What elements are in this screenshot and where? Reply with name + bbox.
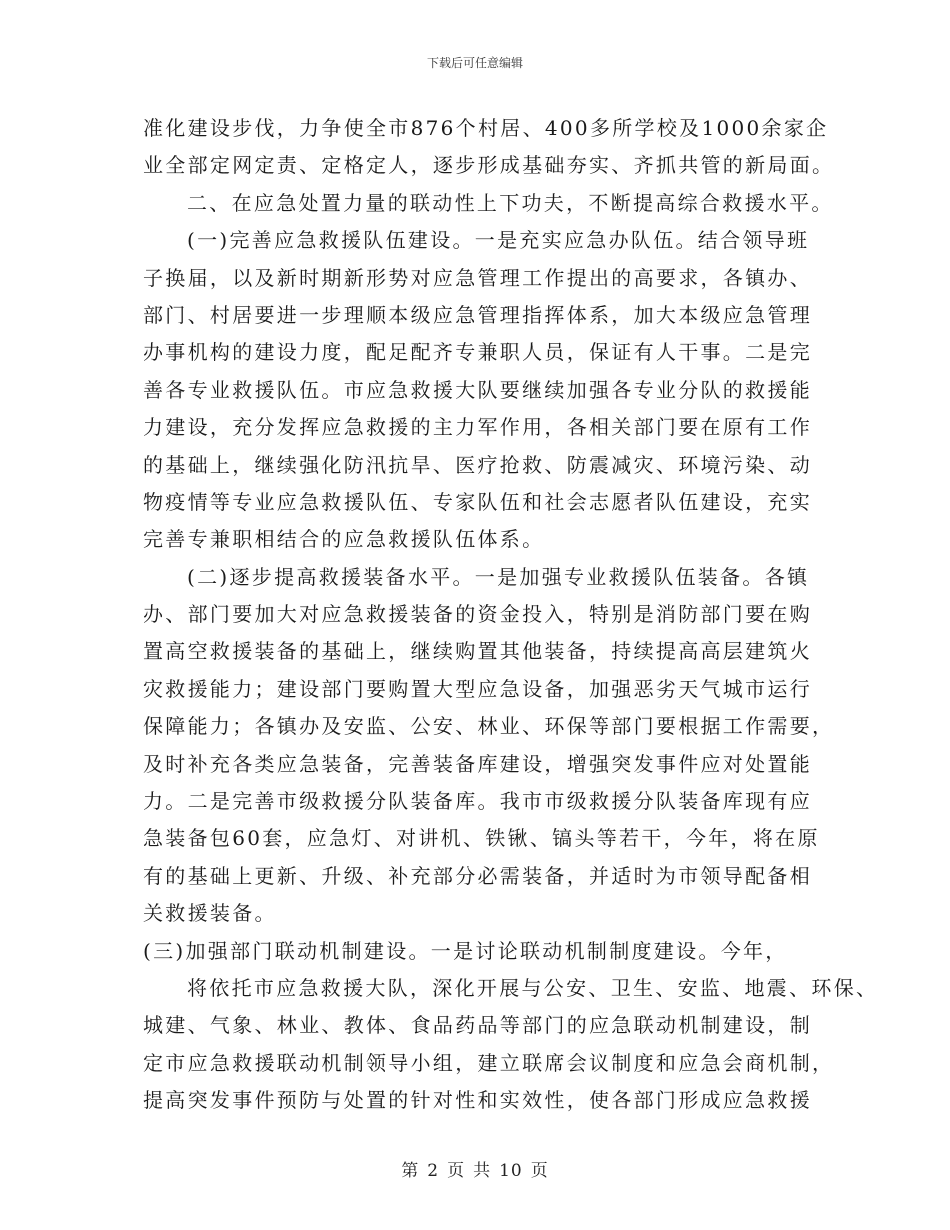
- footer-total-word: 共: [473, 1161, 492, 1181]
- document-body: [143, 110, 879, 1157]
- text-line: 完善专兼职相结合的应急救援队伍体系。: [143, 527, 545, 552]
- footer-suffix: 页: [530, 1161, 549, 1181]
- subsection-heading: 将依托市应急救援大队，深化开展与公安、卫生、安监、地震、环保、: [187, 975, 879, 1000]
- text-line: 办事机构的建设力度，配足配齐专兼职人员，保证有人干事。二是完: [143, 340, 812, 365]
- text-line: (三)加强部门联动机制建设。一是讨论联动机制制度建设。今年，: [143, 938, 788, 963]
- footer-prefix: 第: [401, 1161, 420, 1181]
- text-line: 定市应急救援联动机制领导小组，建立联席会议制度和应急会商机制，: [143, 1050, 835, 1075]
- text-line: 子换届，以及新时期新形势对应急管理工作提出的高要求，各镇办、: [143, 265, 812, 290]
- subsection-heading: (一)完善应急救援队伍建设。一是充实应急办队伍。结合领导班: [187, 228, 810, 253]
- text-line: 急装备包60套，应急灯、对讲机、铁锹、镐头等若干，今年，将在原: [143, 826, 820, 851]
- text-line: 善各专业救援队伍。市应急救援大队要继续加强各专业分队的救援能: [143, 377, 812, 402]
- page-header: 下载后可任意编辑: [426, 56, 523, 70]
- text-line: 的基础上，继续强化防汛抗旱、医疗抢救、防震减灾、环境污染、动: [143, 452, 812, 477]
- text-line: 业全部定网定责、定格定人，逐步形成基础夯实、齐抓共管的新局面。: [143, 153, 835, 178]
- text-line: 城建、气象、林业、教体、食品药品等部门的应急联动机制建设，制: [143, 1013, 812, 1038]
- text-line: 保障能力；各镇办及安监、公安、林业、环保等部门要根据工作需要，: [143, 714, 835, 739]
- text-line: 置高空救援装备的基础上，继续购置其他装备，持续提高高层建筑火: [143, 639, 812, 664]
- text-line: 有的基础上更新、升级、补充部分必需装备，并适时为市领导配备相: [143, 863, 812, 888]
- text-line: 力建设，充分发挥应急救援的主力军作用，各相关部门要在原有工作: [143, 415, 812, 440]
- text-line: 灾救援能力；建设部门要购置大型应急设备，加强恶劣天气城市运行: [143, 676, 812, 701]
- subsection-heading: (二)逐步提高救援装备水平。一是加强专业救援队伍装备。各镇: [187, 564, 810, 589]
- text-line: 办、部门要加大对应急救援装备的资金投入，特别是消防部门要在购: [143, 602, 812, 627]
- text-line: 关救援装备。: [143, 901, 277, 926]
- text-line: 物疫情等专业应急救援队伍、专家队伍和社会志愿者队伍建设，充实: [143, 489, 812, 514]
- text-line: 提高突发事件预防与处置的针对性和实效性，使各部门形成应急救援: [143, 1088, 812, 1113]
- text-line: 及时补充各类应急装备，完善装备库建设，增强突发事件应对处置能: [143, 751, 812, 776]
- text-line: [143, 1120, 811, 1157]
- text-line: 部门、村居要进一步理顺本级应急管理指挥体系，加大本级应急管理: [143, 302, 812, 327]
- footer-page-word: 页: [447, 1161, 466, 1181]
- page-footer: [0, 1156, 950, 1181]
- text-line: 准化建设步伐，力争使全市876个村居、400多所学校及1000余家企: [143, 116, 829, 140]
- text-line: 力。二是完善市级救援分队装备库。我市市级救援分队装备库现有应: [143, 789, 812, 814]
- section-heading: 二、在应急处置力量的联动性上下功夫，不断提高综合救援水平。: [187, 190, 834, 215]
- total-page-count: 10: [499, 1161, 523, 1181]
- current-page-number: 2: [427, 1161, 440, 1181]
